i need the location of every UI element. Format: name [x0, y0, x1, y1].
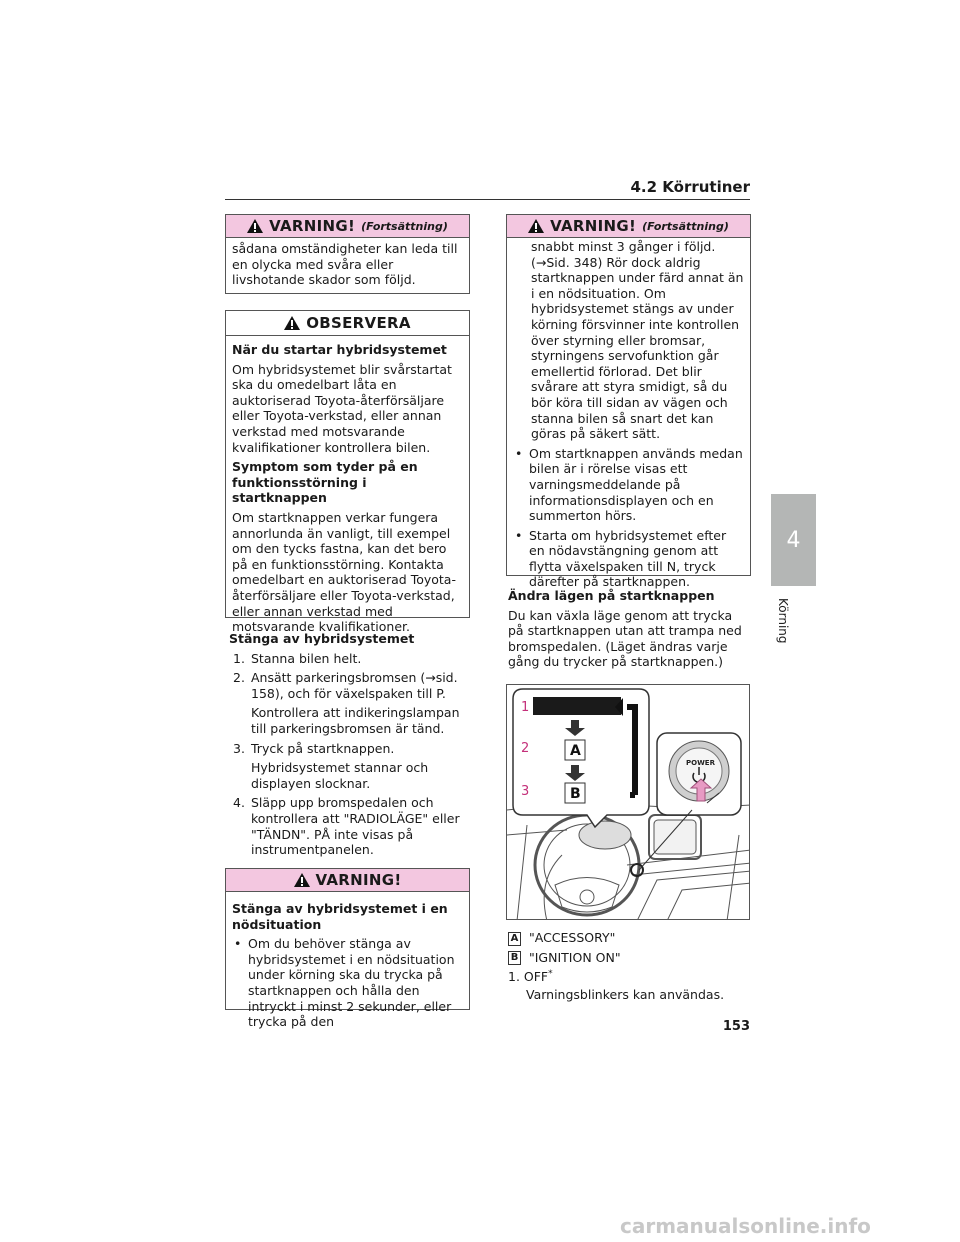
modes-paragraph: Du kan växla läge genom att trycka på startknappen utan att trampa ned bromspedalen. (Läget ändras varje gång du trycker på startknappen.) — [508, 607, 742, 670]
warning-bullet-1: • Om startknappen används medan bilen är i rörelse visas ett varningsmeddelande på informationsdisplayen och en summerton hörs. — [513, 446, 744, 524]
warning-title: VARNING! — [550, 217, 637, 235]
notice-header — [226, 311, 469, 336]
header-rule — [225, 199, 750, 200]
stop-heading: Stänga av hybridsystemet — [229, 631, 415, 646]
warning-box-top-left — [225, 214, 470, 294]
stop-step-3: 3. Tryck på startknappen. — [233, 740, 395, 756]
mode-letter-a: A — [570, 743, 581, 759]
notice-paragraph-1: Om hybridsystemet blir svårstartat ska du omedelbart låta en auktoriserad Toyota-återförsäljare eller Toyota-verkstad, eller annan verkstad med motsvarande kvalifikationer kontrollera bilen. — [232, 361, 452, 455]
watermark: carmanualsonline.info — [620, 1214, 871, 1238]
warning-box-right — [506, 214, 751, 590]
stop-step-1: 1. Stanna bilen helt. — [233, 650, 362, 666]
legend-off-note: Varningsblinkers kan användas. — [526, 986, 725, 1002]
section-header: 4.2 Körrutiner — [630, 178, 750, 196]
mode-number-2: 2 — [521, 741, 530, 756]
modes-heading: Ändra lägen på startknappen — [508, 588, 715, 603]
warning-icon — [294, 873, 310, 887]
warning-heading: Stänga av hybridsystemet i en nödsituation — [232, 901, 448, 932]
notice-title: OBSERVERA — [306, 314, 411, 332]
stop-step-4: 4. Släpp upp bromspedalen och kontrollera att "RADIOLÄGE" eller "TÄNDN". PÅ inte visas på instrumentpanelen. — [233, 795, 460, 858]
chapter-label: Körning — [776, 598, 790, 644]
warning-icon — [528, 219, 544, 233]
dashboard-illustration — [507, 685, 750, 920]
warning-title: VARNING! — [315, 871, 402, 889]
warning-bullet-1: • Om du behöver stänga av hybridsystemet i en nödsituation under körning ska du trycka på startknappen och hålla den intryckt i minst 2 sekunder, eller trycka på den — [232, 936, 463, 1030]
notice-heading-1: När du startar hybridsystemet — [232, 342, 447, 357]
figure-legend — [508, 930, 748, 1003]
legend-item-b: B "IGNITION ON" — [508, 950, 748, 966]
warning-header — [226, 869, 469, 892]
legend-letter-b: B — [508, 951, 521, 965]
stop-step-3-note: Hybridsystemet stannar och displayen slocknar. — [251, 760, 429, 791]
start-button-figure — [506, 684, 750, 920]
warning-icon — [247, 219, 263, 233]
caution-icon — [284, 316, 300, 330]
warning-continued: (Fortsättning) — [361, 219, 448, 233]
footnote-mark: * — [548, 969, 553, 980]
warning-header — [507, 215, 750, 238]
stop-section — [229, 631, 469, 858]
stop-step-2: 2. Ansätt parkeringsbromsen (→sid. 158), och för växelspaken till P. — [233, 670, 458, 701]
legend-item-off: 1. OFF* — [508, 969, 553, 985]
warning-text: sådana omständigheter kan leda till en olycka med svåra eller livshotande skador som följd. — [232, 241, 458, 288]
legend-letter-a: A — [508, 932, 521, 946]
modes-section — [508, 588, 750, 670]
notice-paragraph-2: Om startknappen verkar fungera annorlunda än vanligt, till exempel om den tycks fastna, kan det bero på en funktionsstörning. Kontakta omedelbart en auktoriserad Toyota-återförsäljare eller Toyota-verkstad, eller annan verkstad med motsvarande kvalifikationer. — [232, 509, 456, 635]
notice-box — [225, 310, 470, 635]
warning-title: VARNING! — [269, 217, 356, 235]
mode-number-3: 3 — [521, 784, 530, 799]
mode-letter-b: B — [570, 786, 581, 802]
stop-step-2-note: Kontrollera att indikeringslampan till parkeringsbromsen är tänd. — [251, 705, 460, 736]
warning-paragraph: snabbt minst 3 gånger i följd. (→Sid. 348) Rör dock aldrig startknappen under färd annat än i en nödsituation. Om hybridsystemet stängs av under körning försvinner inte kontrollen över styrning eller bromsar, styrningens servofunktion går emellertid förlorad. Det blir svårare att styra smidigt, så du bör köra till sidan av vägen och stanna bilen så snart det kan göras på säkert sätt. — [531, 239, 744, 442]
mode-number-1: 1 — [521, 700, 530, 715]
mode-display-bar — [533, 697, 621, 715]
notice-heading-2: Symptom som tyder på en funktionsstörning i startknappen — [232, 459, 418, 506]
power-label: POWER — [686, 759, 715, 767]
warning-header — [226, 215, 469, 238]
page-number: 153 — [722, 1019, 750, 1034]
chapter-tab: 4 — [771, 494, 816, 586]
warning-bullet-2: • Starta om hybridsystemet efter en nödavstängning genom att flytta växelspaken till N, tryck därefter på startknappen. — [513, 528, 744, 590]
warning-box-bottom-left — [225, 868, 470, 1030]
legend-item-a: A "ACCESSORY" — [508, 930, 748, 946]
warning-continued: (Fortsättning) — [642, 219, 729, 233]
